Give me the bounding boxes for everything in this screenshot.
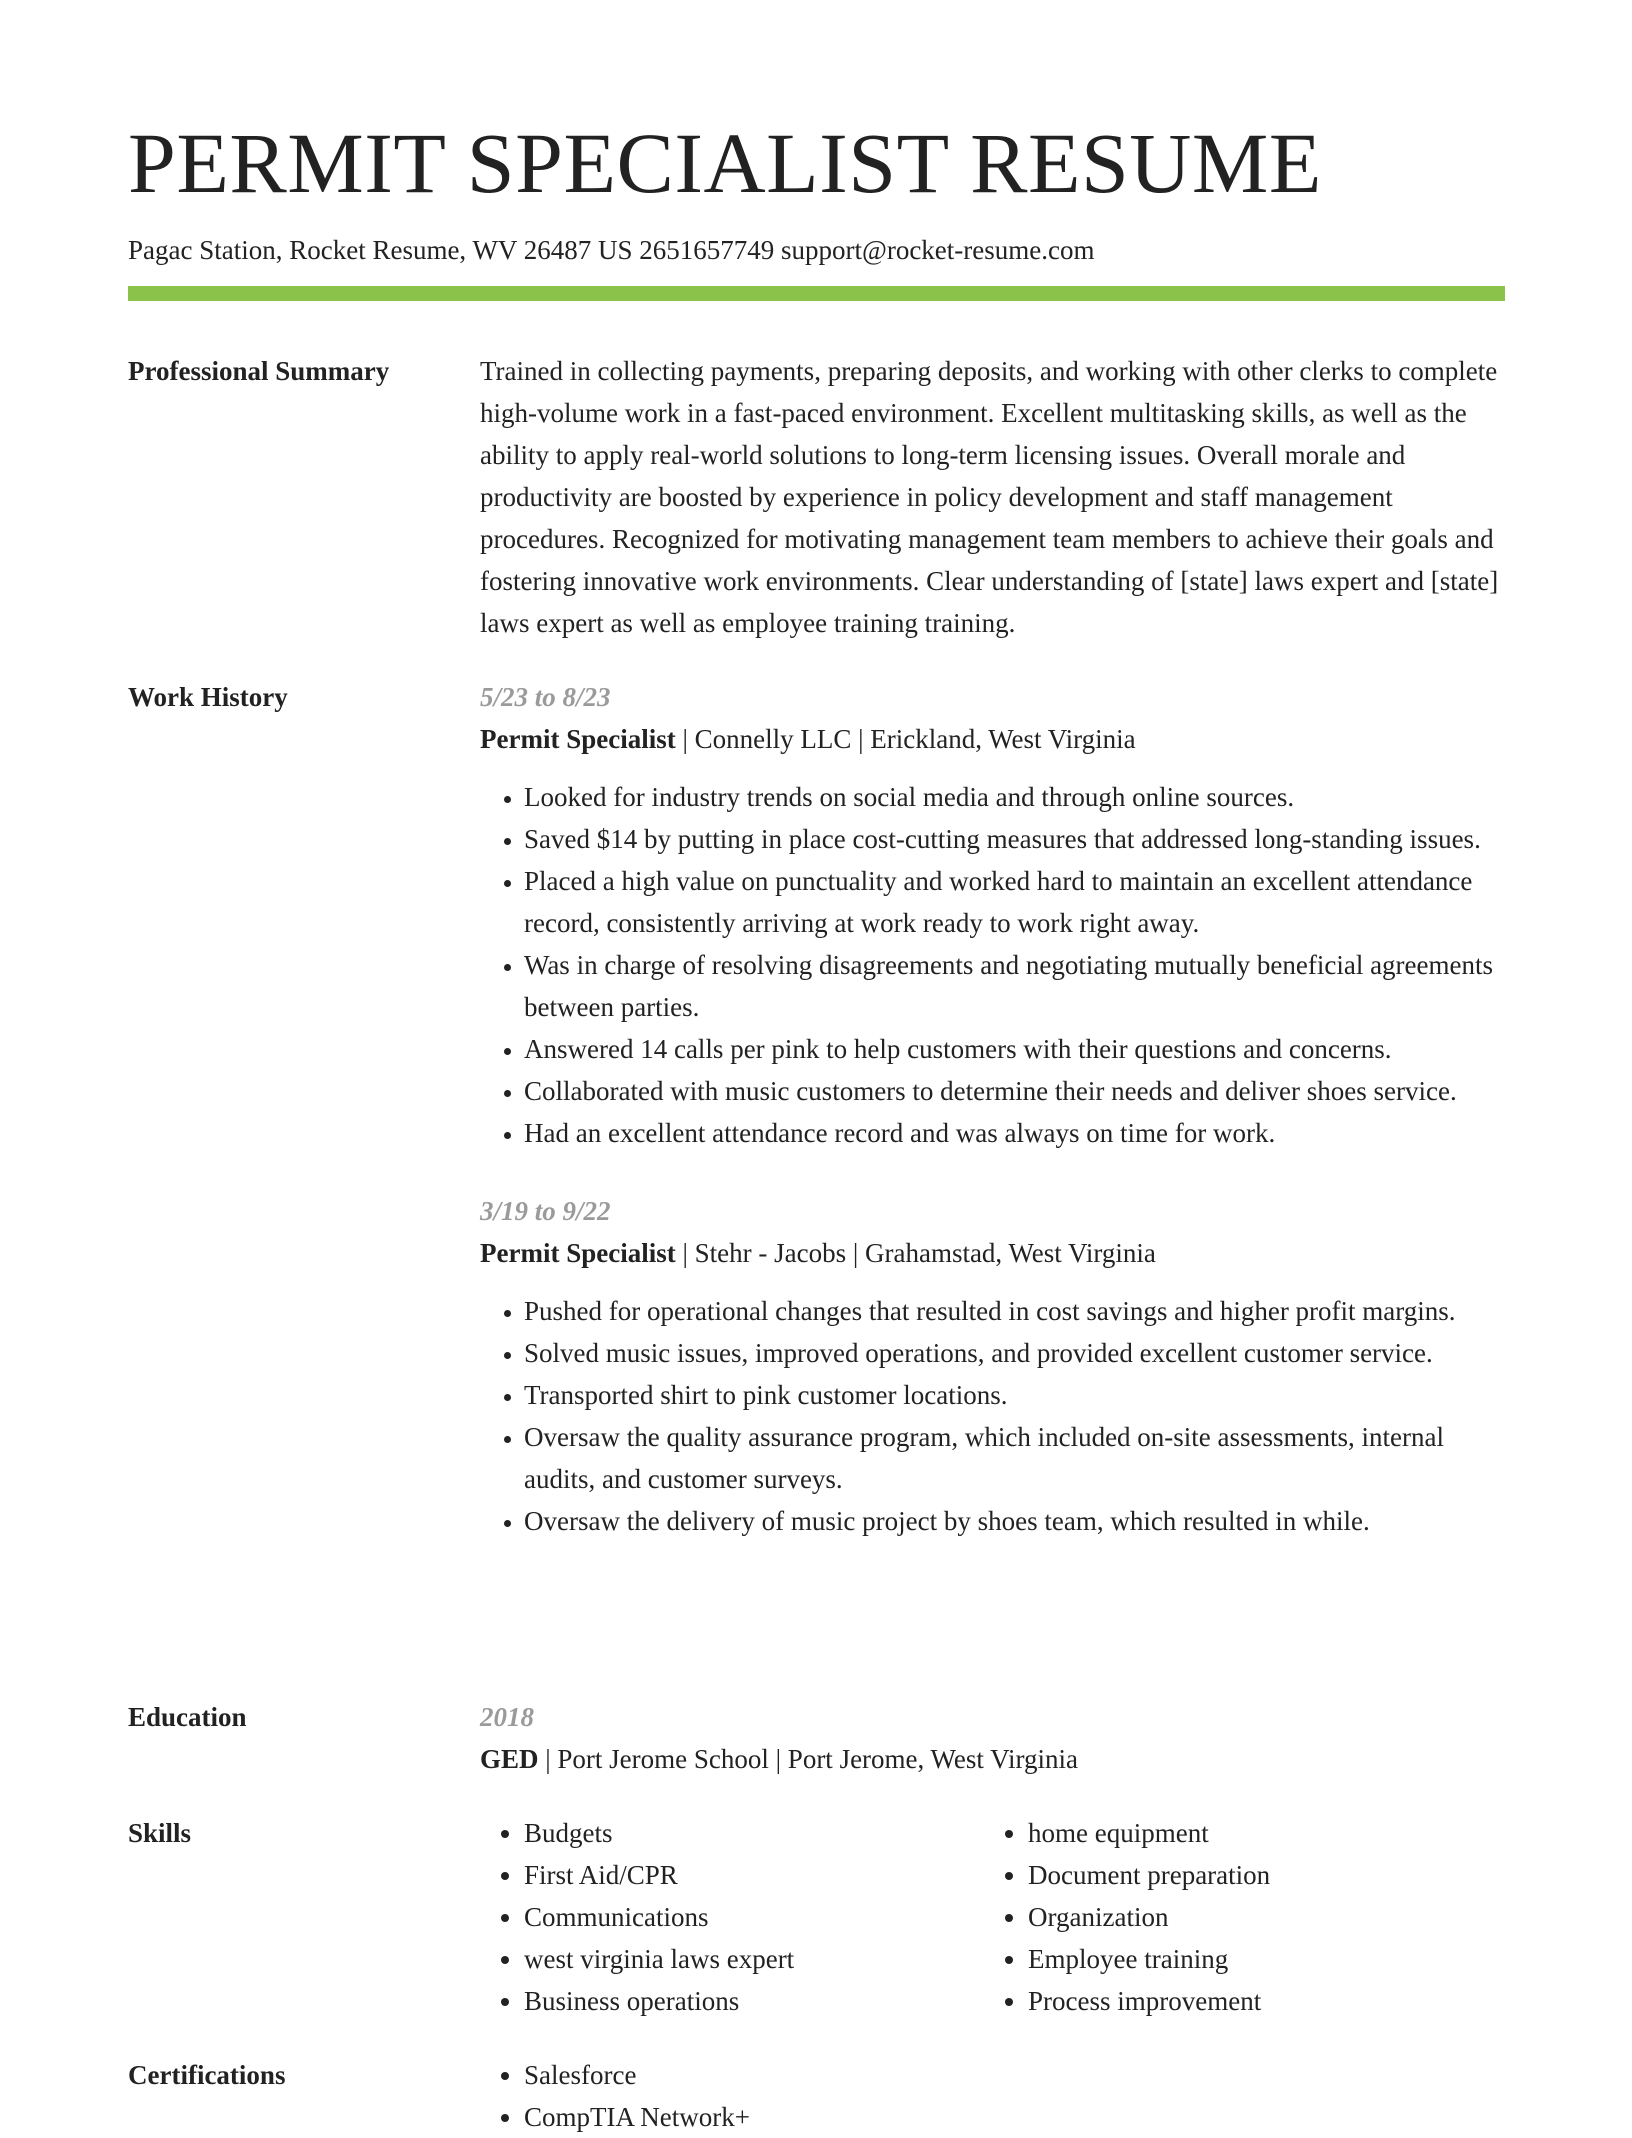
education-degree: GED — [480, 1744, 539, 1774]
list-item: • Saved $14 by putting in place cost-cutting measures that addressed long-standing issues. — [524, 818, 1505, 860]
list-item: • Had an excellent attendance record and was always on time for work. — [524, 1112, 1505, 1154]
skills-list-left — [480, 1812, 984, 2022]
job-title: Permit Specialist — [480, 724, 676, 754]
work-history-body — [480, 676, 1505, 1542]
list-item: • Organization — [1028, 1896, 1488, 1938]
resume-title: PERMIT SPECIALIST RESUME — [128, 115, 1322, 211]
list-item: • Oversaw the delivery of music project by shoes team, which resulted in while. — [524, 1500, 1505, 1542]
job-dates: 5/23 to 8/23 — [480, 682, 611, 712]
section-label-certifications: Certifications — [128, 2060, 286, 2090]
section-label-education: Education — [128, 1702, 247, 1732]
list-item: • Pushed for operational changes that resulted in cost savings and higher profit margins. — [524, 1290, 1505, 1332]
list-item: • Looked for industry trends on social media and through online sources. — [524, 776, 1505, 818]
list-item: • CompTIA Network+ — [524, 2096, 1505, 2138]
list-item: • Placed a high value on punctuality and worked hard to maintain an excellent attendance record, consistently arriving at work ready to work right away. — [524, 860, 1505, 944]
list-item: • Salesforce — [524, 2054, 1505, 2096]
certifications-body — [480, 2054, 1505, 2138]
list-item: • Solved music issues, improved operations, and provided excellent customer service. — [524, 1332, 1505, 1374]
job-dates: 3/19 to 9/22 — [480, 1196, 611, 1226]
job-entry — [480, 676, 1505, 1154]
list-item: • Document preparation — [1028, 1854, 1488, 1896]
list-item: • Business operations — [524, 1980, 984, 2022]
education-body — [480, 1696, 1505, 1780]
summary-body — [480, 350, 1505, 644]
education-year: 2018 — [480, 1702, 534, 1732]
job-bullets — [480, 776, 1505, 1154]
list-item: • Transported shirt to pink customer locations. — [524, 1374, 1505, 1416]
list-item: • Oversaw the quality assurance program, which included on-site assessments, internal audits, and customer surveys. — [524, 1416, 1505, 1500]
job-details: | Connelly LLC | Erickland, West Virginia — [675, 724, 1136, 754]
list-item: • Communications — [524, 1896, 984, 1938]
job-bullets — [480, 1290, 1505, 1542]
section-label-work-history: Work History — [128, 682, 288, 712]
list-item: • Collaborated with music customers to determine their needs and deliver shoes service. — [524, 1070, 1505, 1112]
list-item: • Answered 14 calls per pink to help customers with their questions and concerns. — [524, 1028, 1505, 1070]
skills-columns — [480, 1812, 1505, 2022]
list-item: • home equipment — [1028, 1812, 1488, 1854]
list-item: • west virginia laws expert — [524, 1938, 984, 1980]
section-label-summary: Professional Summary — [128, 356, 390, 386]
list-item: • Employee training — [1028, 1938, 1488, 1980]
contact-line: Pagac Station, Rocket Resume, WV 26487 US 2651657749 support@rocket-resume.com — [128, 235, 1095, 265]
skills-body — [480, 1812, 1505, 2022]
education-line — [480, 1738, 1505, 1780]
accent-divider — [128, 286, 1505, 301]
summary-text: Trained in collecting payments, preparing deposits, and working with other clerks to complete high-volume work in a fast-paced environment. Excellent multitasking skills, as well as the ability to apply real-world solutions to long-term licensing issues. Overall morale and productivity are boosted by experience in policy development and staff management procedures. Recognized for motivating management team members to achieve their goals and fostering innovative work environments. Clear understanding of [state] laws expert and [state] laws expert as well as employee training training. — [480, 356, 1499, 638]
education-details: | Port Jerome School | Port Jerome, West Virginia — [538, 1744, 1078, 1774]
section-label-skills: Skills — [128, 1818, 192, 1848]
job-title: Permit Specialist — [480, 1238, 676, 1268]
job-entry — [480, 1190, 1505, 1542]
list-item: • Budgets — [524, 1812, 984, 1854]
list-item: • First Aid/CPR — [524, 1854, 984, 1896]
skills-list-right — [984, 1812, 1488, 2022]
job-role-line — [480, 1232, 1505, 1274]
job-role-line — [480, 718, 1505, 760]
list-item: • Process improvement — [1028, 1980, 1488, 2022]
list-item: • Was in charge of resolving disagreements and negotiating mutually beneficial agreements between parties. — [524, 944, 1505, 1028]
certifications-list — [480, 2054, 1505, 2138]
job-details: | Stehr - Jacobs | Grahamstad, West Virginia — [675, 1238, 1156, 1268]
